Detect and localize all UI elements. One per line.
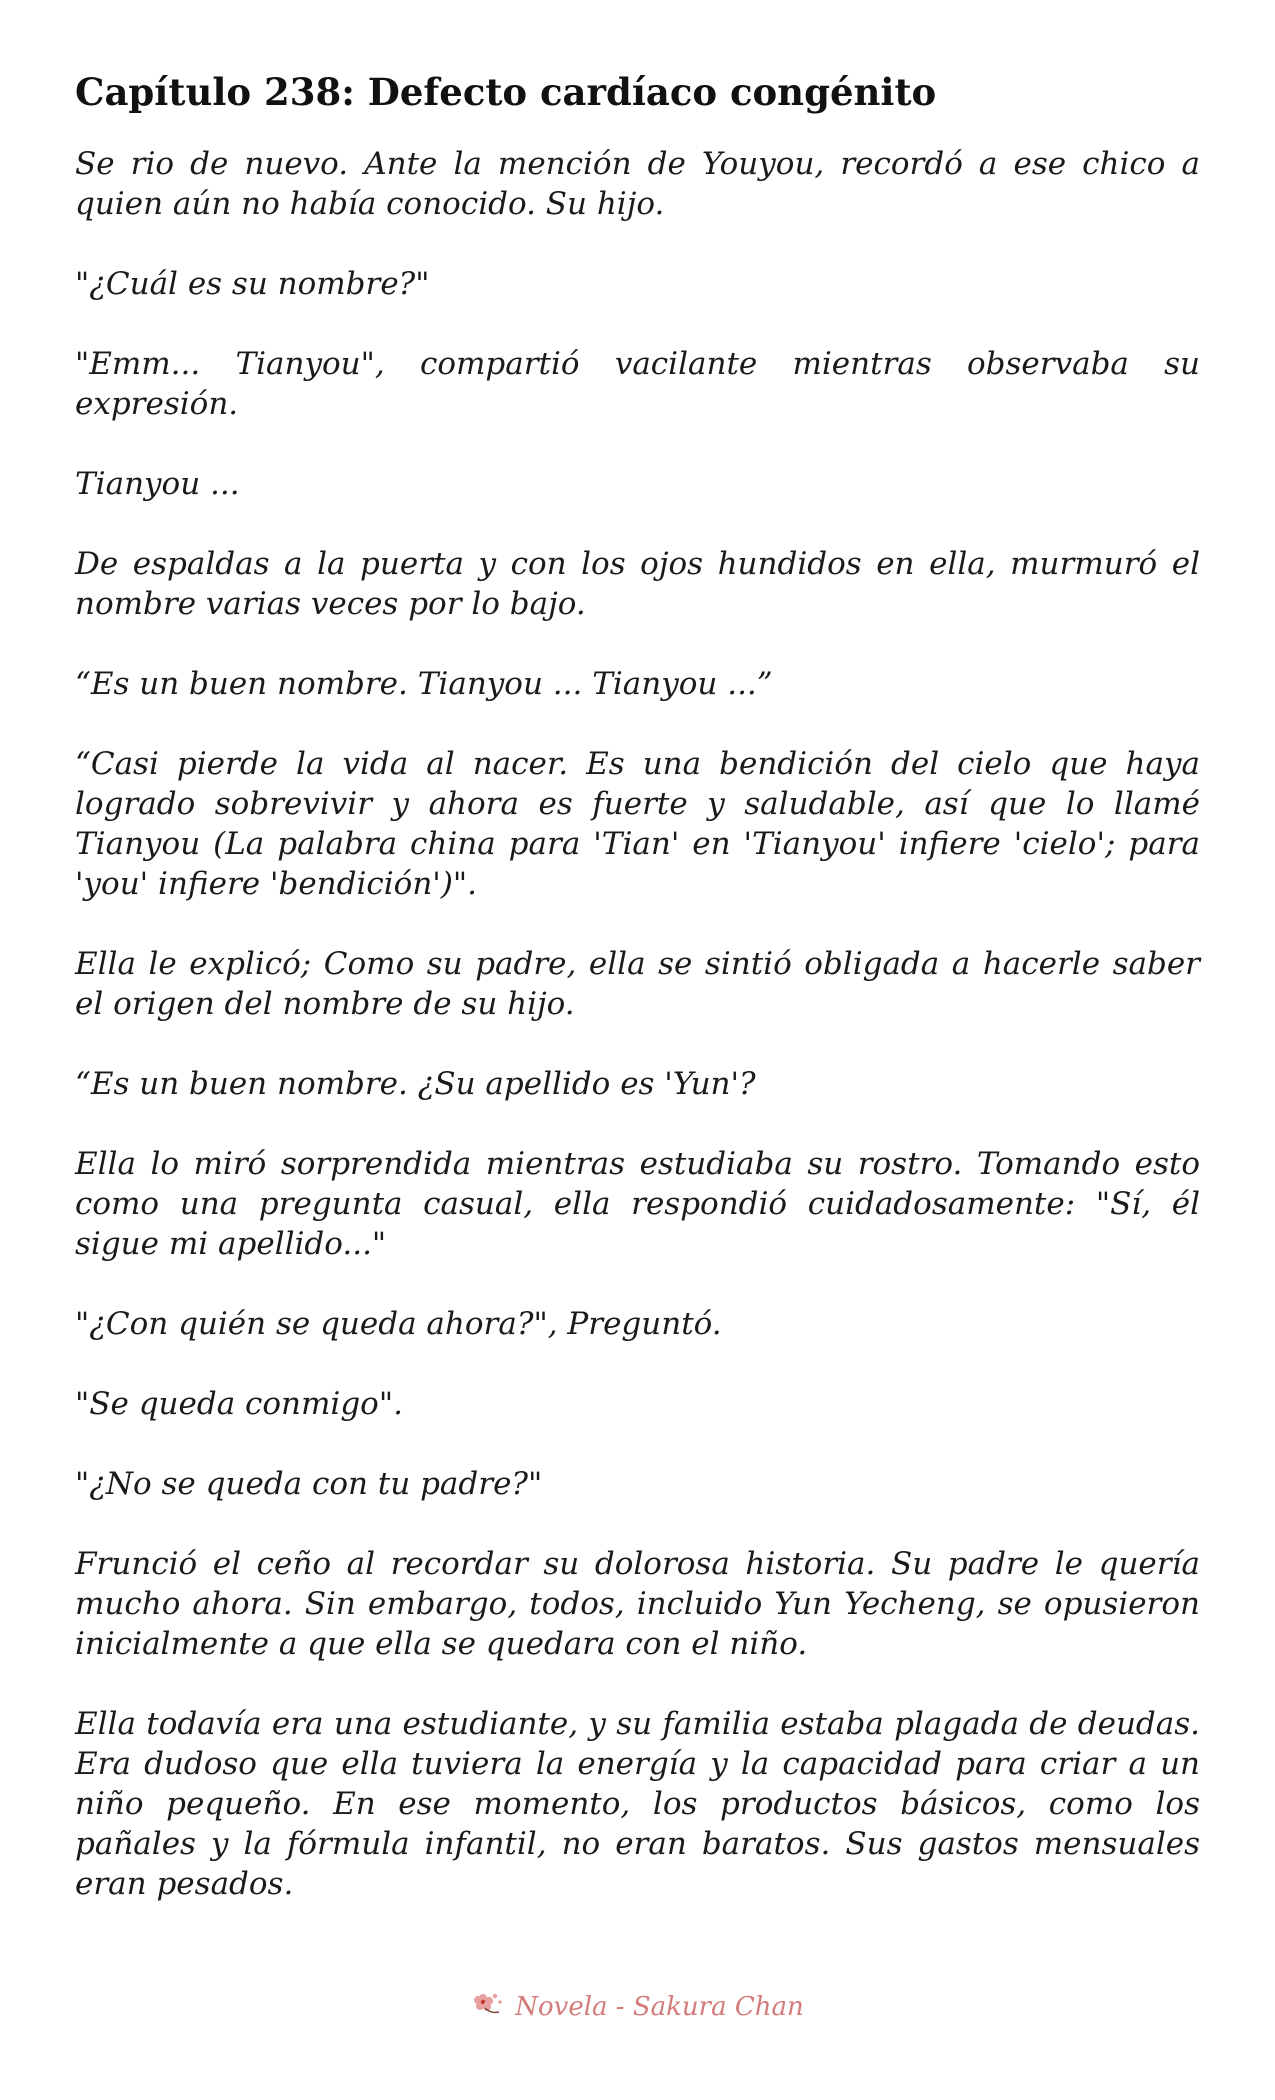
paragraph-4: Tianyou ...	[75, 466, 240, 503]
paragraph-6: “Es un buen nombre. Tianyou ... Tianyou ...”	[75, 666, 773, 703]
paragraph-12: "Se queda conmigo".	[75, 1386, 403, 1423]
watermark-text: Novela - Sakura Chan	[515, 1992, 804, 2022]
chapter-title: Capítulo 238: Defecto cardíaco congénito	[75, 70, 937, 114]
paragraph-14: Frunció el ceño al recordar su dolorosa historia. Su padre le quería mucho ahora. Sin embargo, todos, incluido Yun Yecheng, se opusieron inicialmente a que ella se quedara con el niño.	[75, 1546, 1200, 1663]
document-page	[75, 70, 1200, 1944]
paragraph-9: “Es un buen nombre. ¿Su apellido es 'Yun'?	[75, 1066, 756, 1103]
paragraph-2: "¿Cuál es su nombre?"	[75, 266, 430, 303]
paragraph-10: Ella lo miró sorprendida mientras estudiaba su rostro. Tomando esto como una pregunta casual, ella respondió cuidadosamente: "Sí, él sigue mi apellido..."	[75, 1146, 1200, 1263]
paragraph-15: Ella todavía era una estudiante, y su familia estaba plagada de deudas. Era dudoso que ella tuviera la energía y la capacidad para criar a un niño pequeño. En ese momento, los productos básicos, como los pañales y la fórmula infantil, no eran baratos. Sus gastos mensuales eran pesados.	[75, 1706, 1200, 1903]
paragraph-11: "¿Con quién se queda ahora?", Preguntó.	[75, 1306, 722, 1343]
paragraph-5: De espaldas a la puerta y con los ojos hundidos en ella, murmuró el nombre varias veces por lo bajo.	[75, 546, 1200, 623]
paragraph-13: "¿No se queda con tu padre?"	[75, 1466, 543, 1503]
paragraph-7: “Casi pierde la vida al nacer. Es una bendición del cielo que haya logrado sobrevivir y ahora es fuerte y saludable, así que lo llamé Tianyou (La palabra china para 'Tian' en 'Tianyou' infiere 'cielo'; para 'you' infiere 'bendición')".	[75, 746, 1200, 903]
watermark-footer	[0, 1990, 1275, 2024]
paragraph-3: "Emm... Tianyou", compartió vacilante mientras observaba su expresión.	[75, 346, 1200, 423]
paragraph-1: Se rio de nuevo. Ante la mención de Youyou, recordó a ese chico a quien aún no había conocido. Su hijo.	[75, 146, 1200, 223]
sakura-flower-icon	[471, 1990, 505, 2024]
paragraph-8: Ella le explicó; Como su padre, ella se sintió obligada a hacerle saber el origen del nombre de su hijo.	[75, 946, 1200, 1023]
